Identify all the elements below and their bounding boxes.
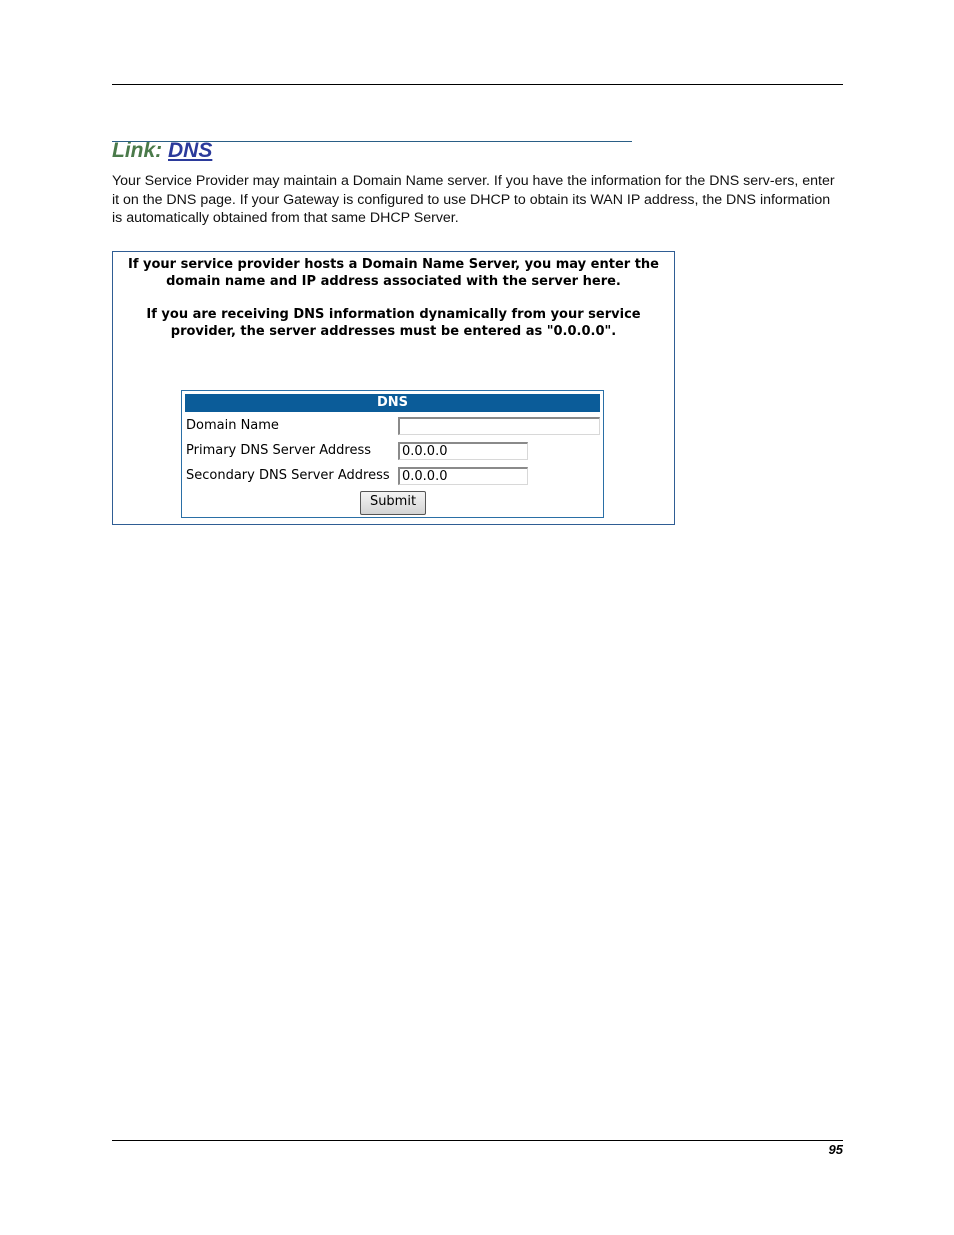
dns-page-screenshot [112, 251, 675, 525]
primary-dns-label: Primary DNS Server Address [186, 443, 372, 458]
dns-settings-panel [181, 390, 604, 518]
dns-notice-hosted: If your service provider hosts a Domain Name Server, you may enter the domain name and IP address associated with the server here. [128, 257, 659, 289]
footer-rule [112, 1140, 843, 1141]
heading-dns-link[interactable]: DNS [168, 139, 213, 162]
domain-name-label: Domain Name [186, 418, 279, 433]
header-rule [112, 84, 843, 85]
heading-prefix: Link: [112, 139, 168, 162]
dns-panel-title: DNS [185, 394, 600, 412]
submit-button[interactable]: Submit [360, 491, 426, 515]
secondary-dns-input[interactable] [398, 467, 528, 485]
dns-notice-dynamic: If you are receiving DNS information dynamically from your service provider, the server addresses must be entered as "0.0.0.0". [146, 307, 641, 339]
secondary-dns-label: Secondary DNS Server Address [186, 468, 390, 483]
domain-name-input[interactable] [398, 417, 600, 435]
page-number: 95 [828, 1142, 843, 1157]
intro-paragraph: Your Service Provider may maintain a Domain Name server. If you have the information for the DNS serv-ers, enter it on the DNS page. If your Gateway is configured to use DHCP to obtain its WAN IP address, the DNS information is automatically obtained from that same DHCP Server. [112, 173, 835, 226]
primary-dns-input[interactable] [398, 442, 528, 460]
heading-rule [112, 141, 632, 142]
